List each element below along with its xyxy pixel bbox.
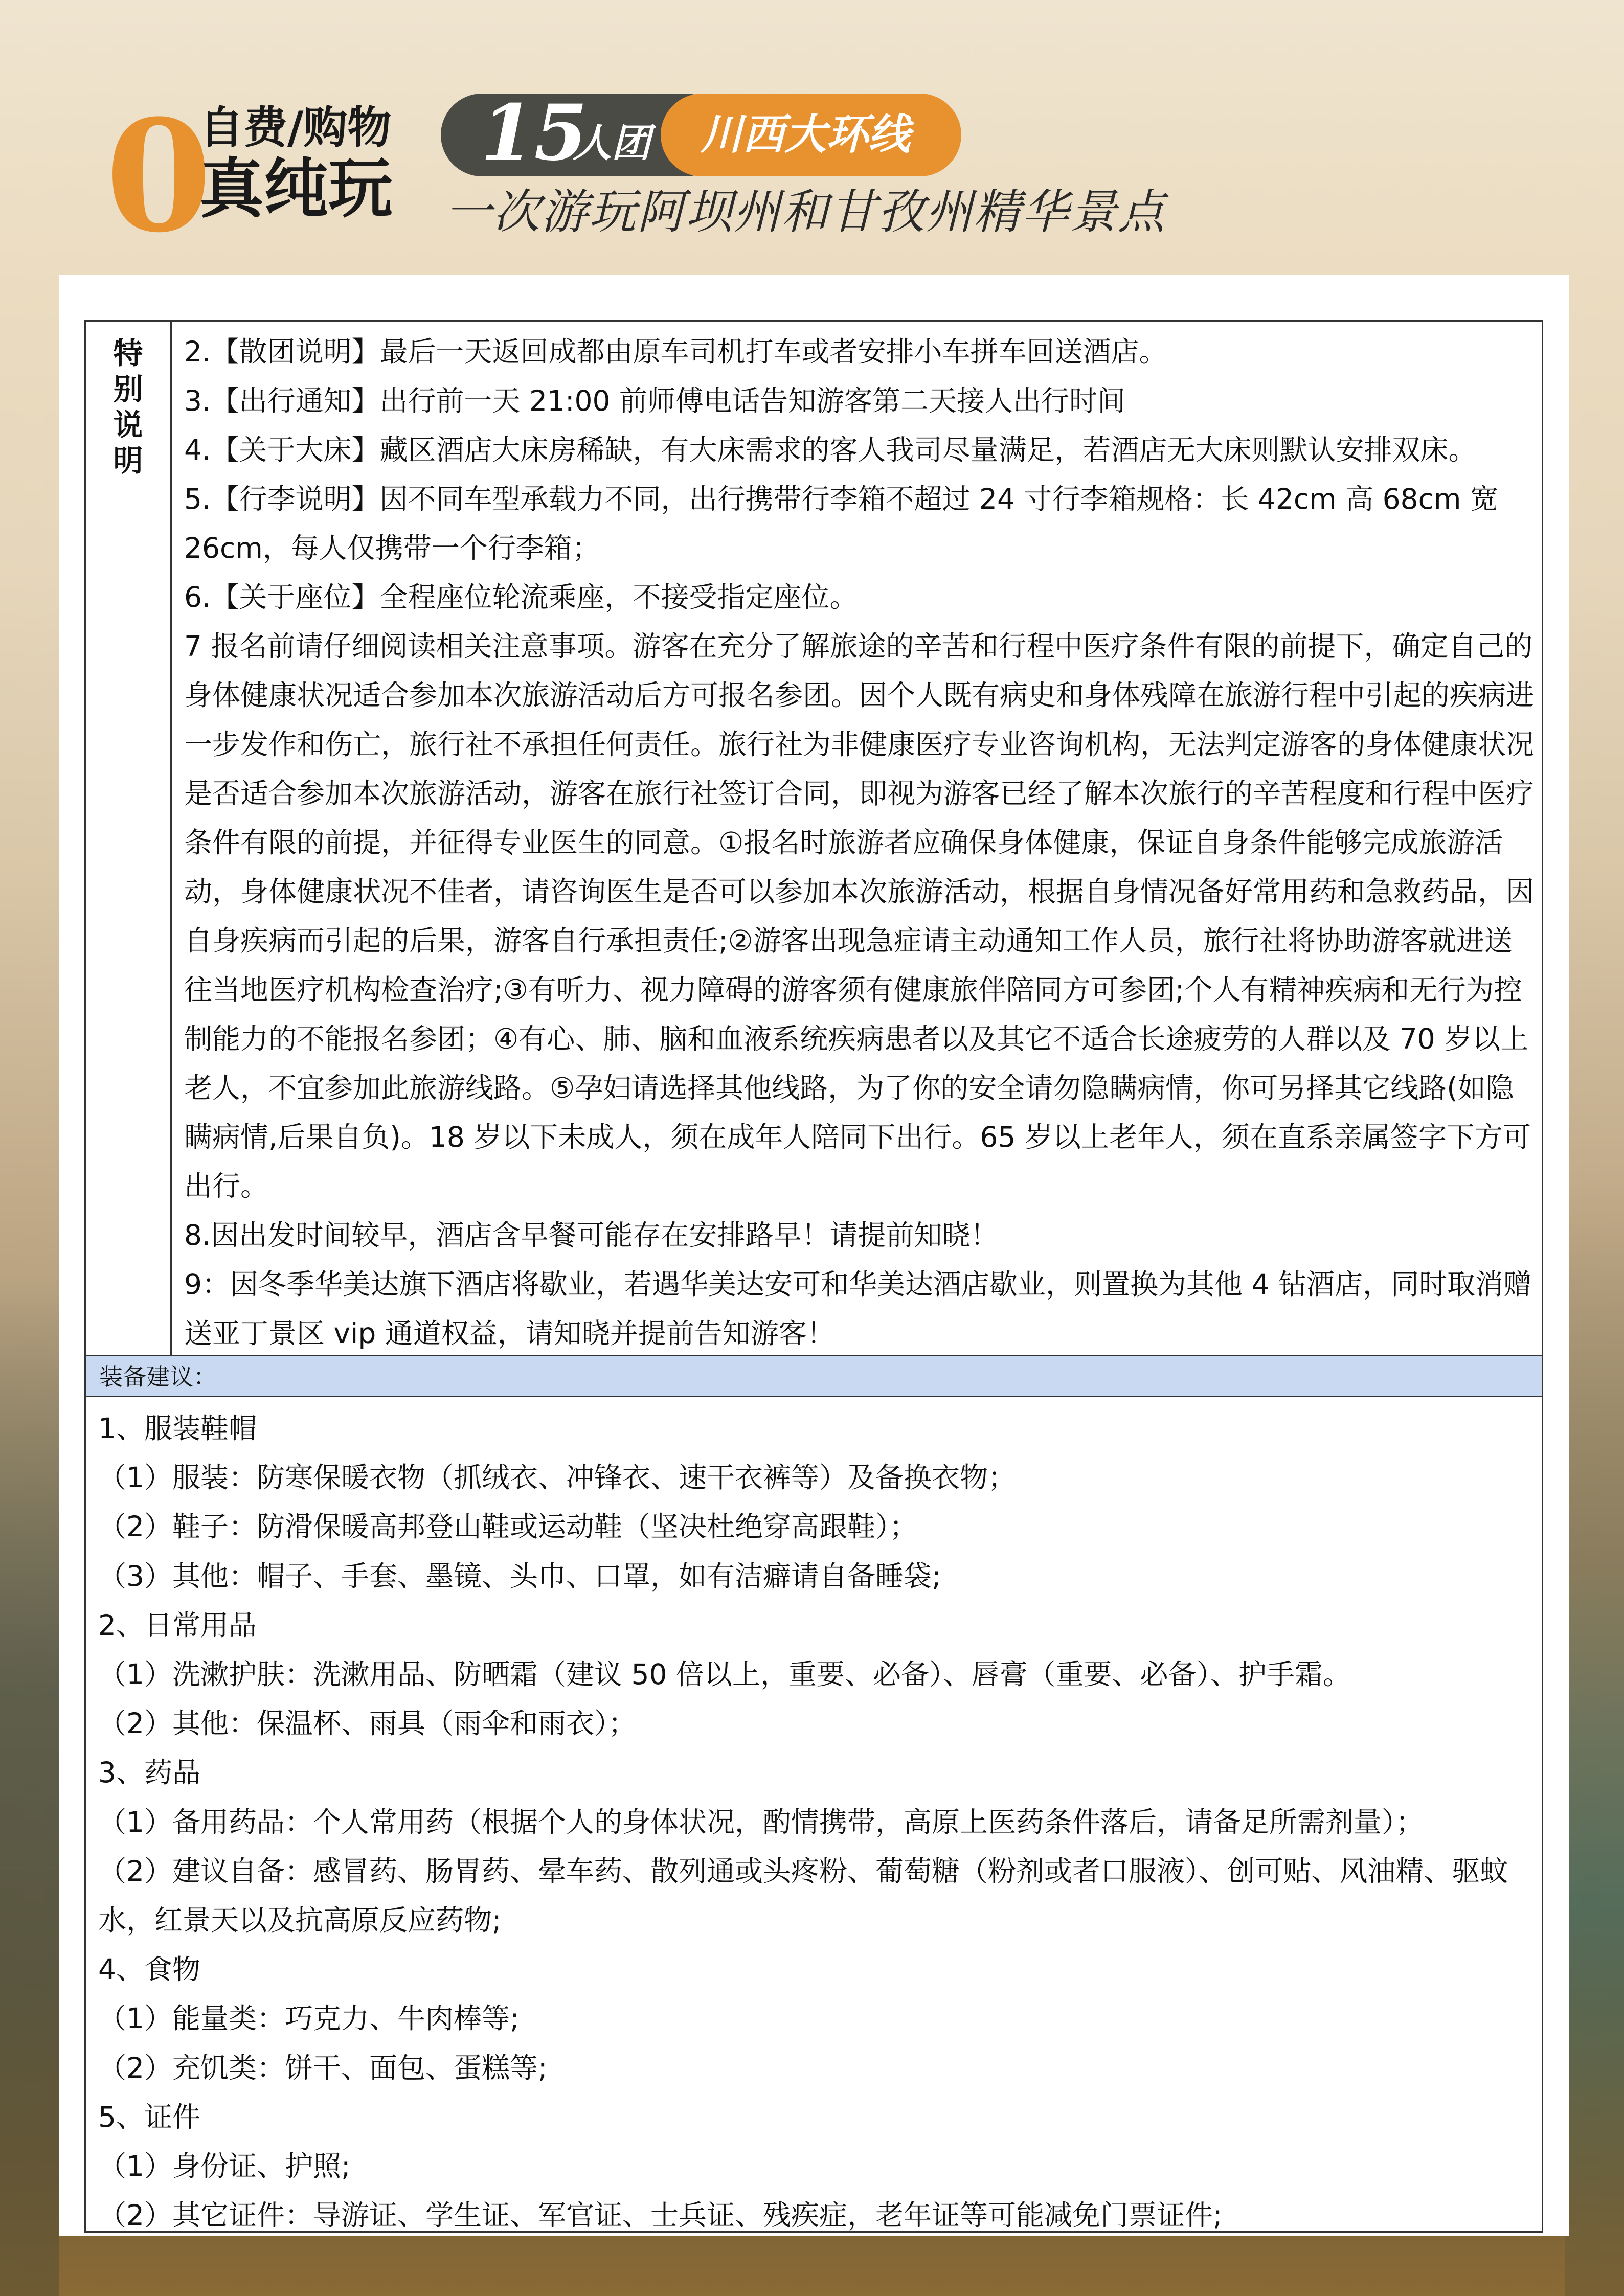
zero-numeral: 0 (105, 86, 212, 266)
note-paragraph: 3.【出行通知】出行前一天 21:00 前师傅电话告知游客第二天接人出行时间 (184, 384, 1125, 417)
equipment-line: （2）鞋子：防滑保暖高邦登山鞋或运动鞋（坚决杜绝穿高跟鞋）； (98, 1510, 918, 1543)
note-paragraph: 2.【散团说明】最后一天返回成都由原车司机打车或者安排小车拼车回送酒店。 (184, 335, 1167, 368)
equipment-line: 1、服装鞋帽 (98, 1412, 257, 1445)
equipment-line: （1）身份证、护照; (98, 2150, 351, 2183)
equipment-line: （1）备用药品：个人常用药（根据个人的身体状况，酌情携带，高原上医药条件落后，请备足所需剂量）； (98, 1805, 1424, 1838)
equipment-list (98, 1404, 1535, 2240)
note-paragraph: 5.【行李说明】因不同车型承载力不同，出行携带行李箱不超过 24 寸行李箱规格：长 42cm 高 68cm 宽 26cm，每人仅携带一个行李箱； (184, 483, 1498, 564)
group-size-unit: 人团 (573, 120, 650, 166)
equipment-line: （1）能量类：巧克力、牛肉棒等; (98, 2002, 520, 2035)
equipment-line: （3）其他：帽子、手套、墨镜、头巾、口罩，如有洁癖请自备睡袋; (98, 1559, 941, 1593)
note-paragraph: 6.【关于座位】全程座位轮流乘座，不接受指定座位。 (184, 581, 858, 613)
equipment-line: （1）洗漱护肤：洗漱用品、防晒霜（建议 50 倍以上，重要、必备）、唇膏（重要、必备）、护手霜。 (98, 1658, 1351, 1691)
special-notes-label-char: 明 (113, 443, 143, 478)
slogan-pure-play: 真纯玩 (199, 151, 393, 226)
equipment-line: （2）其他：保温杯、雨具（雨伞和雨衣）； (98, 1707, 637, 1740)
note-paragraph: 7 报名前请仔细阅读相关注意事项。游客在充分了解旅途的辛苦和行程中医疗条件有限的前提下，确定自己的身体健康状况适合参加本次旅游活动后方可报名参团。因个人既有病史和身体残障在旅游行程中引起的疾病进一步发作和伤亡，旅行社不承担任何责任。旅行社为非健康医疗专业咨询机构，无法判定游客的身体健康状况是否适合参加本次旅游活动，游客在旅行社签订合同，即视为游客已经了解本次旅行的辛苦程度和行程中医疗条件有限的前提，并征得专业医生的同意。①报名时旅游者应确保身体健康，保证自身条件能够完成旅游活动，身体健康状况不佳者，请咨询医生是否可以参加本次旅游活动，根据自身情况备好常用药和急救药品，因自身疾病而引起的后果，游客自行承担责任;②游客出现急症请主动通知工作人员，旅行社将协助游客就进送往当地医疗机构检查治疗;③有听力、视力障碍的游客须有健康旅伴陪同方可参团;个人有精神疾病和无行为控制能力的不能报名参团；④有心、肺、脑和血液系统疾病患者以及其它不适合长途疲劳的人群以及 70 岁以上老人，不宜参加此旅游线路。⑤孕妇请选择其他线路，为了你的安全请勿隐瞒病情，你可另择其它线路(如隐瞒病情,后果自负)。18 岁以下未成人，须在成年人陪同下出行。65 岁以上老年人，须在直系亲属签字下方可出行。 (184, 630, 1535, 1202)
equipment-line: （2）建议自备：感冒药、肠胃药、晕车药、散列通或头疼粉、葡萄糖（粉剂或者口服液）、创可贴、风油精、驱蚊 水，红景天以及抗高原反应药物; (98, 1854, 1508, 1937)
equipment-line: 5、证件 (98, 2100, 200, 2133)
slogan-no-shopping: 自费/购物 (199, 102, 392, 153)
equipment-line: 2、日常用品 (98, 1608, 257, 1642)
background-scenery-left (0, 1278, 59, 2296)
route-name-label: 川西大环线 (701, 110, 910, 159)
background-scenery-right (1565, 1176, 1624, 2296)
note-paragraph: 4.【关于大床】藏区酒店大床房稀缺，有大床需求的客人我司尽量满足，若酒店无大床则默认安排双床。 (184, 434, 1477, 466)
page-subtitle: 一次游玩阿坝州和甘孜州精华景点 (445, 185, 1166, 239)
special-notes-label-char: 说 (113, 407, 143, 442)
equipment-line: （2）其它证件：导游证、学生证、军官证、士兵证、残疾症，老年证等可能减免门票证件; (98, 2199, 1223, 2232)
note-paragraph: 8.因出发时间较早，酒店含早餐可能存在安排路早！请提前知晓！ (184, 1219, 999, 1252)
equipment-line: （2）充饥类：饼干、面包、蛋糕等; (98, 2051, 548, 2084)
special-notes-label-char: 别 (113, 372, 143, 406)
special-notes-label-column (84, 320, 172, 1355)
special-notes-content (184, 327, 1534, 1358)
equipment-title: 装备建议： (99, 1363, 217, 1391)
equipment-line: 4、食物 (98, 1953, 200, 1986)
equipment-line: （1）服装：防寒保暖衣物（抓绒衣、冲锋衣、速干衣裤等）及备换衣物； (98, 1461, 1016, 1494)
equipment-line: 3、药品 (98, 1756, 200, 1789)
special-notes-label-char: 特 (113, 336, 143, 371)
group-size-number: 15 (481, 88, 588, 178)
note-paragraph: 9：因冬季华美达旗下酒店将歇业，若遇华美达安可和华美达酒店歇业，则置换为其他 4 钻酒店，同时取消赠送亚丁景区 vip 通道权益，请知晓并提前告知游客！ (184, 1268, 1531, 1350)
equipment-header-bar (86, 1355, 1542, 1397)
